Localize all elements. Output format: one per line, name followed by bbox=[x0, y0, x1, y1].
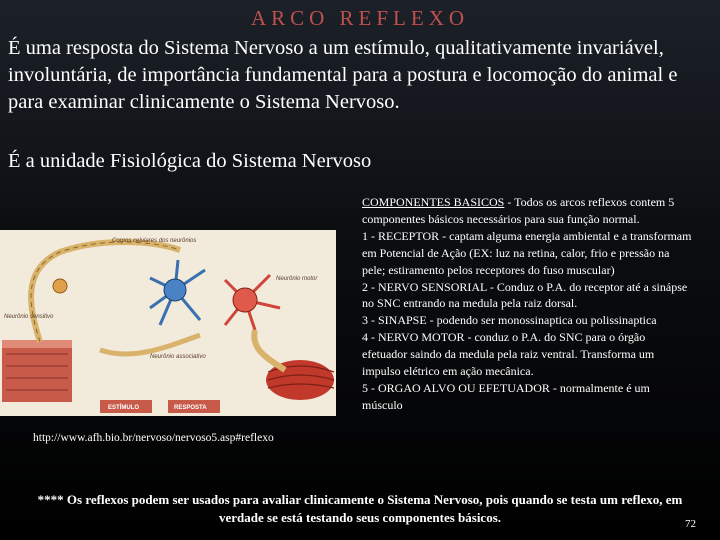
components-heading: COMPONENTES BASICOS bbox=[362, 195, 505, 209]
slide-title: ARCO REFLEXO bbox=[250, 6, 470, 30]
subheading: É a unidade Fisiológica do Sistema Nervoso bbox=[8, 150, 372, 172]
label-sensory-neuron: Neurônio sensitivo bbox=[4, 314, 54, 320]
label-motor-neuron: Neurônio motor bbox=[276, 276, 318, 282]
components-text bbox=[362, 194, 692, 414]
motor-fiber bbox=[254, 330, 285, 370]
component-item: 4 - NERVO MOTOR - conduz o P.A. do SNC para o órgão efetuador saindo da medula pela raiz ventral. Transforma um impulso elétrico em ação mecânica. bbox=[362, 330, 655, 379]
component-item: 3 - SINAPSE - podendo ser monossinaptica ou polissinaptica bbox=[362, 313, 657, 328]
label-stimulus: ESTÍMULO bbox=[108, 405, 139, 411]
reflex-arc-drawing bbox=[0, 230, 336, 416]
footer-note: **** Os reflexos podem ser usados para avaliar clinicamente o Sistema Nervoso, pois quando se testa um reflexo, em verdade se está testando seus componentes básicos. bbox=[37, 492, 683, 525]
motor-neuron bbox=[225, 275, 280, 330]
component-item: 1 - RECEPTOR - captam alguma energia ambiental e a transformam em Potencial de Ação (EX: luz na retina, calor, frio e pressão na pele; estiramento pelos receptores do fuso muscular) bbox=[362, 228, 692, 277]
association-neuron bbox=[150, 260, 205, 325]
component-item: 5 - ORGAO ALVO OU EFETUADOR - normalmente é um músculo bbox=[362, 380, 650, 412]
reflex-arc-illustration bbox=[0, 230, 336, 416]
label-association-neuron: Neurônio associativo bbox=[150, 354, 206, 360]
component-item: 2 - NERVO SENSORIAL - Conduz o P.A. do receptor até a sinápse no SNC entrando na medula pela raiz dorsal. bbox=[362, 279, 688, 311]
source-link[interactable]: http://www.afh.bio.br/nervoso/nervoso5.asp#reflexo bbox=[33, 432, 274, 444]
page-number: 72 bbox=[685, 518, 696, 530]
skin-tissue-block bbox=[2, 340, 72, 402]
label-cell-bodies: Corpos celulares dos neurônios bbox=[112, 238, 197, 244]
label-response: RESPOSTA bbox=[174, 405, 207, 411]
components-intro: - Todos os arcos reflexos contem 5 componentes básicos necessários para sua função normal. bbox=[362, 195, 675, 226]
sensory-neuron-body bbox=[53, 279, 67, 293]
intro-paragraph: É uma resposta do Sistema Nervoso a um estímulo, qualitativamente invariável, involuntária, de importância fundamental para a postura e locomoção do animal e para examinar clinicamente o Sistema Nervoso. bbox=[8, 37, 678, 113]
sensory-fiber bbox=[31, 242, 180, 342]
